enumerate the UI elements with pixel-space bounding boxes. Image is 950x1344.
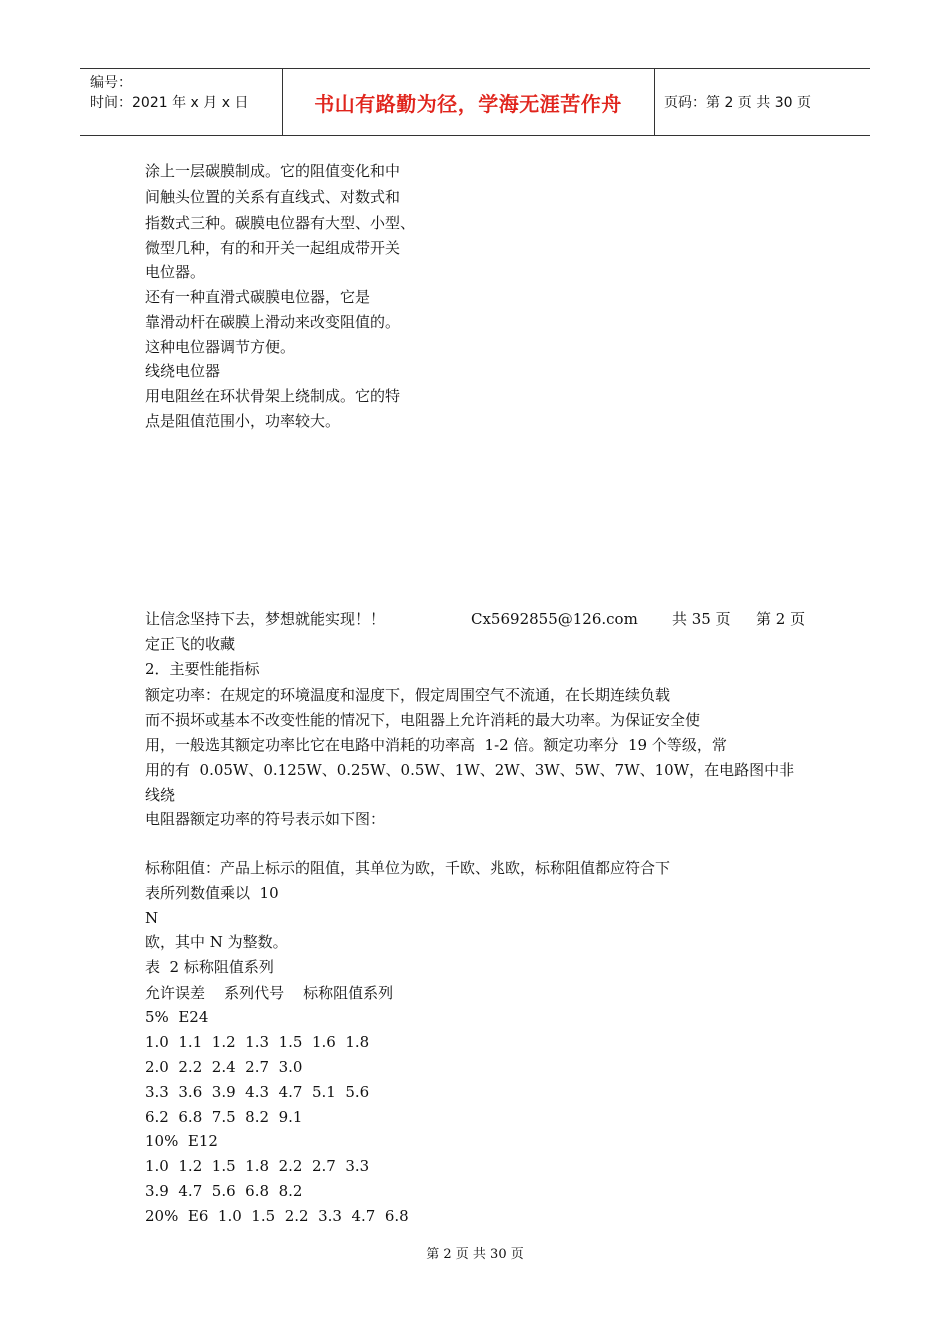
text-line: 线绕 [145,786,176,804]
table-row: 20% E6 1.0 1.5 2.2 3.3 4.7 6.8 [145,1207,409,1225]
header-motto: 书山有路勤为径，学海无涯苦作舟 [314,91,622,116]
document-number-label: 编号： [90,75,132,91]
text-line: 微型几种，有的和开关一起组成带开关 [145,239,401,257]
table-row: 3.3 3.6 3.9 4.3 4.7 5.1 5.6 [145,1083,370,1101]
table-caption: 表 2 标称阻值系列 [145,958,274,976]
document-date-label: 时间：2021 年 x 月 x 日 [90,95,249,111]
text-line: 线绕电位器 [145,362,221,380]
text-line: 这种电位器调节方便。 [145,338,296,356]
header-divider [654,69,655,135]
text-line: 间触头位置的关系有直线式、对数式和 [145,188,401,206]
text-line: 欧，其中 N 为整数。 [145,933,288,951]
text-line: 表所列数值乘以 10 [145,884,279,902]
section-heading: 2．主要性能指标 [145,660,260,678]
text-line: 涂上一层碳膜制成。它的阻值变化和中 [145,162,401,180]
text-line: 靠滑动杆在碳膜上滑动来改变阻值的。 [145,313,401,331]
footer-total-pages: 共 35 页 [672,610,731,628]
page-footer: 第 2 页 共 30 页 [426,1247,524,1262]
text-line: 而不损坏或基本不改变性能的情况下，电阻器上允许消耗的最大功率。为保证安全使 [145,711,701,729]
table-row: 10% E12 [145,1132,218,1150]
text-line: 用的有 0.05W、0.125W、0.25W、0.5W、1W、2W、3W、5W、7W、10W，在电路图中非 [145,761,795,779]
table-row: 1.0 1.1 1.2 1.3 1.5 1.6 1.8 [145,1033,370,1051]
exponent-line: N [145,909,159,927]
footer-page-number: 第 2 页 [756,610,806,628]
footer-slogan: 让信念坚持下去，梦想就能实现！！ [145,610,386,628]
text-line: 用，一般选其额定功率比它在电路中消耗的功率高 1-2 倍。额定功率分 19 个等级，常 [145,736,727,754]
table-row: 2.0 2.2 2.4 2.7 3.0 [145,1058,303,1076]
text-line: 指数式三种。碳膜电位器有大型、小型、 [145,214,416,232]
text-line: 点是阻值范围小，功率较大。 [145,412,341,430]
text-line: 标称阻值：产品上标示的阻值，其单位为欧，千欧、兆欧，标称阻值都应符合下 [145,859,671,877]
table-header: 允许误差 系列代号 标称阻值系列 [145,984,394,1002]
text-line: 电阻器额定功率的符号表示如下图： [145,810,386,828]
table-row: 3.9 4.7 5.6 6.8 8.2 [145,1182,303,1200]
header-meta [90,73,248,113]
text-line: 还有一种直滑式碳膜电位器，它是 [145,288,371,306]
table-row: 6.2 6.8 7.5 8.2 9.1 [145,1108,303,1126]
text-line: 定正飞的收藏 [145,635,236,653]
text-line: 额定功率：在规定的环境温度和湿度下，假定周围空气不流通，在长期连续负载 [145,686,671,704]
table-row: 5% E24 [145,1008,209,1026]
footer-email: Cx5692855@126.com [471,610,638,628]
page-header [80,68,870,136]
header-page-info: 页码：第 2 页 共 30 页 [664,95,811,111]
text-line: 用电阻丝在环状骨架上绕制成。它的特 [145,387,401,405]
table-row: 1.0 1.2 1.5 1.8 2.2 2.7 3.3 [145,1157,370,1175]
text-line: 电位器。 [145,263,206,281]
